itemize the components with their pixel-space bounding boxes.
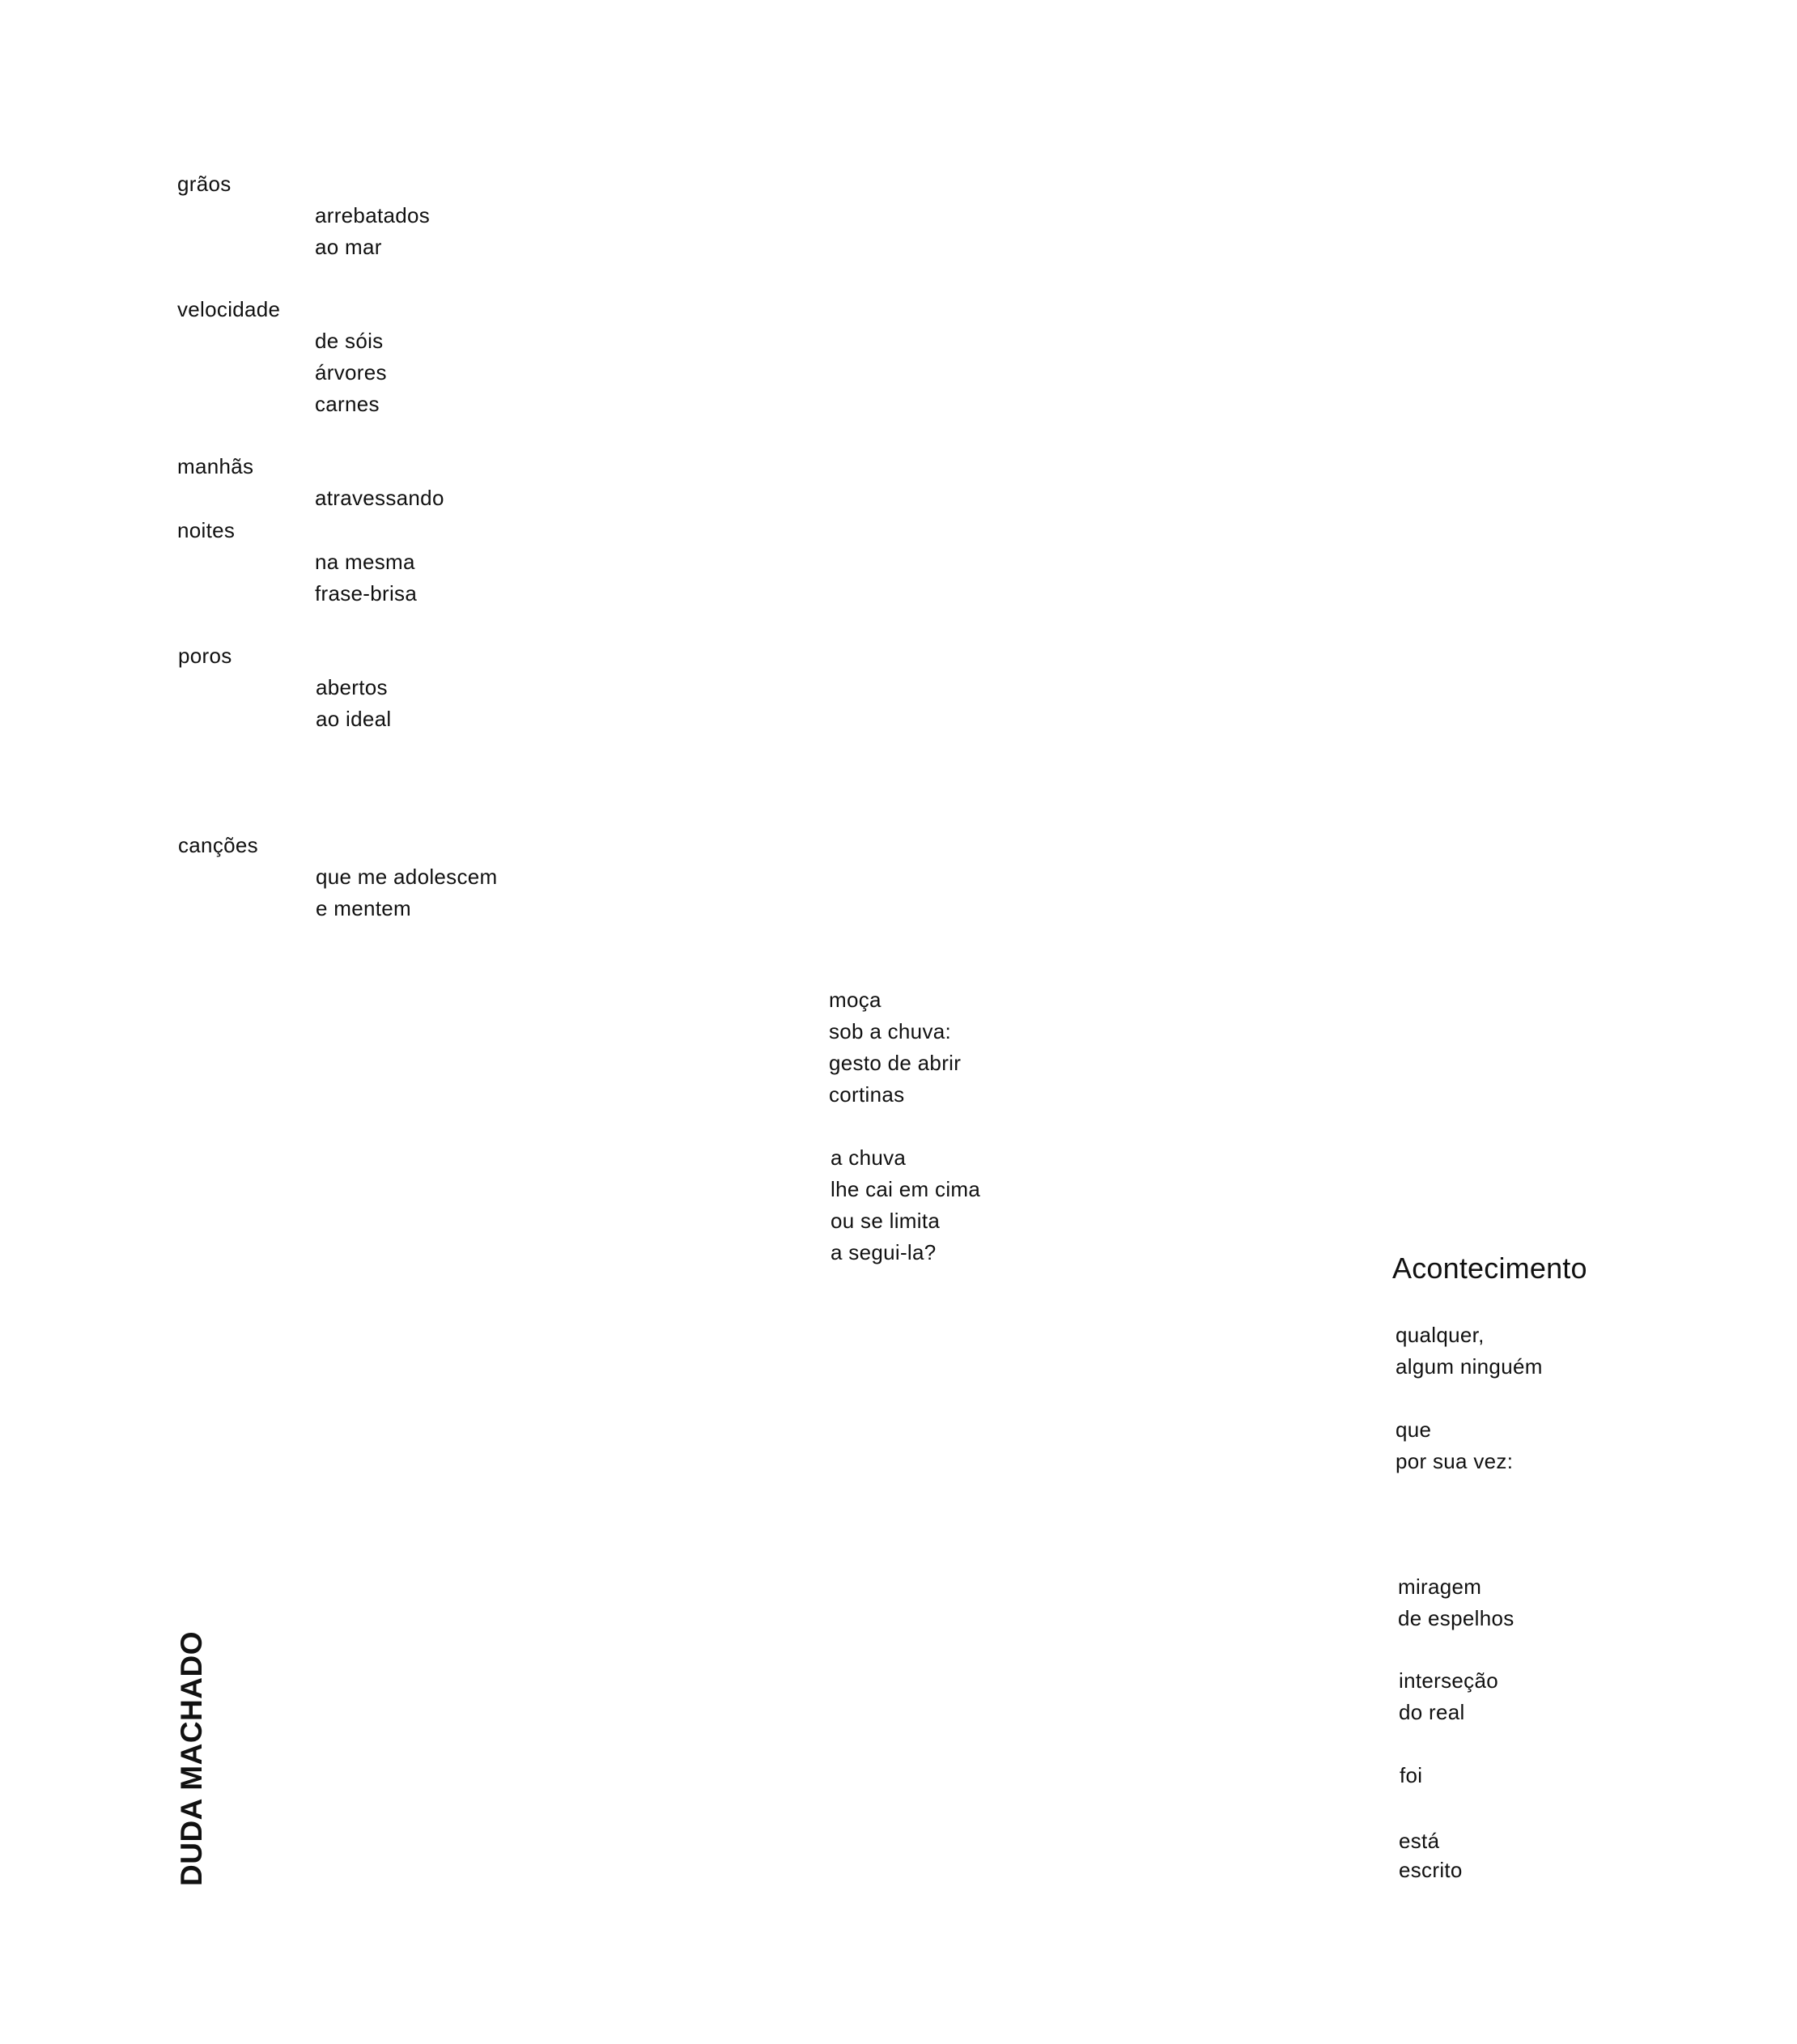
poem-line: frase-brisa xyxy=(315,581,418,606)
poem-line: interseção xyxy=(1399,1668,1498,1693)
poem-line: ao mar xyxy=(315,235,382,259)
poem-line: noites xyxy=(177,518,236,542)
poem-line: do real xyxy=(1399,1700,1465,1724)
poem-line: gesto de abrir xyxy=(829,1051,962,1075)
poem-line: grãos xyxy=(177,172,232,196)
poem-title: Acontecimento xyxy=(1392,1251,1587,1285)
poem-line: sob a chuva: xyxy=(829,1019,952,1043)
poem-line: miragem xyxy=(1398,1574,1482,1599)
poem-line: velocidade xyxy=(177,297,281,321)
poem-line: escrito xyxy=(1399,1858,1463,1882)
poem-line: ou se limita xyxy=(831,1209,941,1233)
poem-line: que xyxy=(1396,1417,1432,1442)
poem-line: canções xyxy=(178,833,258,857)
author-name: DUDA MACHADO xyxy=(175,1631,208,1886)
poem-line: qualquer, xyxy=(1396,1323,1485,1347)
poem-line: algum ninguém xyxy=(1396,1354,1543,1379)
poem-line: na mesma xyxy=(315,550,415,574)
poem-line: foi xyxy=(1400,1763,1423,1787)
poem-line: por sua vez: xyxy=(1396,1449,1514,1473)
poem-line: lhe cai em cima xyxy=(831,1177,981,1201)
poem-line: de espelhos xyxy=(1398,1606,1514,1630)
poem-line: a segui-la? xyxy=(831,1240,937,1264)
poem-line: a chuva xyxy=(831,1145,907,1170)
poem-line: cortinas xyxy=(829,1082,905,1107)
poem-line: arrebatados xyxy=(315,203,431,227)
poem-line: que me adolescem xyxy=(316,865,498,889)
poem-line: manhãs xyxy=(177,454,254,478)
poem-line: de sóis xyxy=(315,329,384,353)
poem-line: moça xyxy=(829,988,882,1012)
poem-line: atravessando xyxy=(315,486,444,510)
poem-line: ao ideal xyxy=(316,707,392,731)
poem-line: está xyxy=(1399,1829,1440,1853)
poem-line: e mentem xyxy=(316,896,412,920)
poem-line: carnes xyxy=(315,392,380,416)
poem-line: árvores xyxy=(315,360,387,385)
poem-line: poros xyxy=(178,644,232,668)
poem-line: abertos xyxy=(316,675,388,699)
